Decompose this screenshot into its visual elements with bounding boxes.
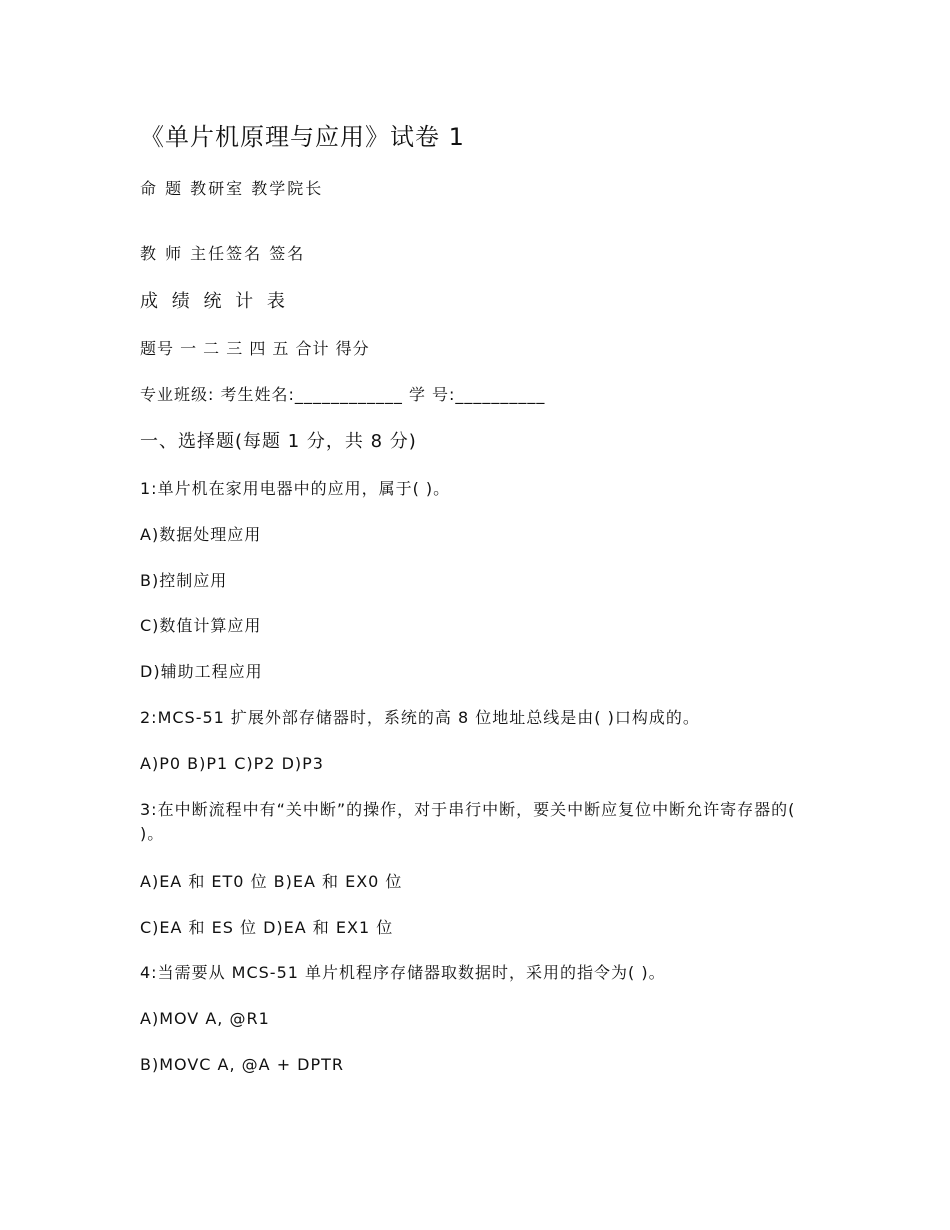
question-option: C)数值计算应用 bbox=[140, 616, 262, 635]
question-option: A)EA 和 ET0 位 B)EA 和 EX0 位 bbox=[140, 872, 403, 891]
question-stem: 2:MCS-51 扩展外部存储器时，系统的高 8 位地址总线是由( )口构成的。 bbox=[140, 708, 700, 727]
student-info: 专业班级: 考生姓名:____________ 学 号:__________ bbox=[140, 385, 546, 404]
section-heading: 一、选择题(每题 1 分，共 8 分) bbox=[140, 431, 417, 452]
question-stem: 4:当需要从 MCS-51 单片机程序存储器取数据时，采用的指令为( )。 bbox=[140, 963, 666, 982]
question-option: C)EA 和 ES 位 D)EA 和 EX1 位 bbox=[140, 918, 394, 937]
question-stem: 1:单片机在家用电器中的应用，属于( )。 bbox=[140, 479, 451, 498]
question-stem: 3:在中断流程中有“关中断”的操作，对于串行中断，要关中断应复位中断允许寄存器的( )。 bbox=[140, 800, 796, 843]
score-table-title: 成 绩 统 计 表 bbox=[140, 291, 289, 312]
score-table-header: 题号 一 二 三 四 五 合计 得分 bbox=[140, 339, 370, 358]
question-option: D)辅助工程应用 bbox=[140, 662, 263, 681]
question-option: B)MOVC A, @A + DPTR bbox=[140, 1055, 345, 1074]
question-option: A)MOV A, @R1 bbox=[140, 1009, 270, 1028]
question-option: A)P0 B)P1 C)P2 D)P3 bbox=[140, 754, 324, 773]
signature-row-2: 教 师 主任签名 签名 bbox=[140, 244, 306, 263]
question-option: A)数据处理应用 bbox=[140, 525, 262, 544]
question-option: B)控制应用 bbox=[140, 571, 228, 590]
exam-title: 《单片机原理与应用》试卷 1 bbox=[140, 123, 465, 151]
signature-row-1: 命 题 教研室 教学院长 bbox=[140, 179, 324, 198]
